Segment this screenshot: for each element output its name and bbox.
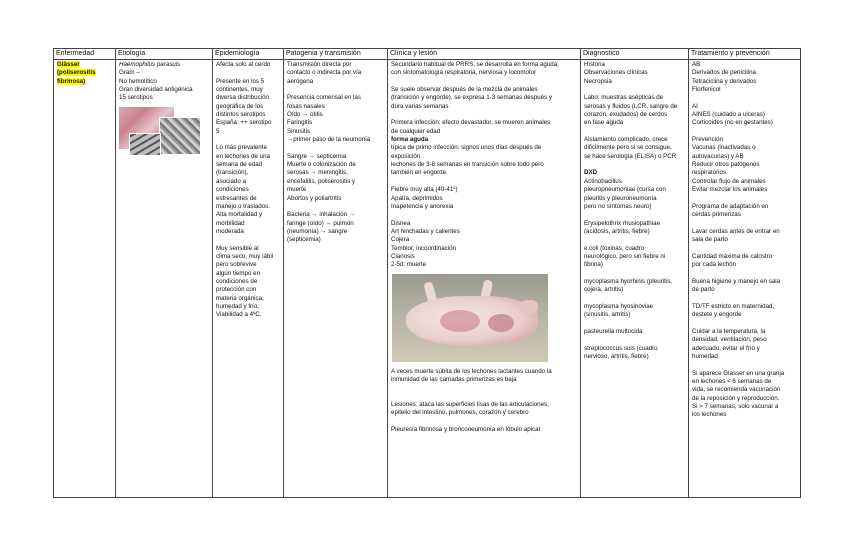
disease-name: Glässer (poliserositis fibrinosa) [57, 61, 96, 85]
header-patogenia: Patogenia y transmisión [284, 49, 388, 60]
table-row [54, 60, 801, 498]
header-enfermedad: Enfermedad [54, 49, 116, 60]
dxd-title: DXD [584, 169, 598, 177]
header-diagnostico: Diagnostico [581, 49, 689, 60]
electron-micrograph-photo [159, 117, 201, 155]
header-etiologia: Etiología [116, 49, 213, 60]
epidemiologia-text: Afecta solo al cerdo Presente en los 5 continentes, muy diversa distribución geográfica de los distintos serotipos España: ++ serotipo 5 Lo más prevalente en lechones de una semana de edad (transición), asociado a condiciones estresantes de manejo o traslados. Alta mortalidad y morbilidad moderada Muy sensible al clima seco, muy lábil pero sobrevive algún tiempo en condiciones de protección con materia orgánica, humedad y frío. Viabilidad a 4ºC. [216, 61, 274, 319]
clinica-text-3: A veces muerte súbita de los lechones lactantes cuando la inmunidad de las camadas primerizas es baja Lesiones: ataca las superficies lisas de las articulaciones, epitelio del intestino, pulmones, corazón y cerebro Pleuresía fibrinosa y bronconeumonía en lóbulo apical [391, 367, 552, 433]
cell-epidemiologia [213, 60, 284, 498]
diagnostico-text-2: Actinobacillus pleuropneumoniae (cursa con pleuritis y pleuroneumonía pero no síntomas neuro) Erysipelothrix rhusiopathiae (acidosis, artritis, fiebre) e.coli (toxinas, cuadro neurológico, pero sin fiebre ni fibrina) mycoplasma hyorhinis (pleuritis, cojera, artritis) mycoplasma hyosinoviae (sinusitis, artritis) pasteurella multocida streptococcus suis (cuadro nervioso, artritis, fiebre) [584, 177, 673, 361]
cell-patogenia [284, 60, 388, 498]
header-tratamiento: Tratamiento y prevención [689, 49, 801, 60]
clinica-text-1: Secundario habitual de PRRS, se desarrolla en forma aguda, con sintomatología respiratoria, nerviosa y locomotor Se suele observar después de la mezcla de animales (transición y engorde), se expresa 1-3 semanas después y dura varias semanas Primera infección: efecto devastador, se mueren animales de cualquier edad [391, 61, 559, 135]
sick-piglet-photo [392, 274, 548, 362]
disease-table [53, 48, 801, 498]
cell-enfermedad [54, 60, 116, 498]
cell-diagnostico [581, 60, 689, 498]
acute-form-title: forma aguda [391, 136, 429, 144]
cell-etiologia [116, 60, 213, 498]
bacteria-micrograph-image [119, 107, 201, 155]
clinica-text-2: típica de primo infección: signos unos días después de exposición lechones de 3-8 semanas en transición sobre todo pero también en engorde. Fiebre muy alta (40-41º) Apatía, deprimidos Inapetencia y anorexia Disnea Art hinchadas y calientes Cojera Temblor, incoordinación Cianosis 2-5d: muerte [391, 144, 544, 269]
tratamiento-text: AB Derivados de penicilina Tetraciclina y derivados Florfenicol AI AINES (cuidado a ulceras) Corticoides (no en gestantes) Prevención Vacunas (inactivadas o autovacunas) y AB Reducir otros patógenos respiratorios Controlar flujo de animales Evitar mezclar los animales Programa de adaptación en cerdas primerizas Lavar cerdas antes de entrar en sala de parto Cantidad máxima de calostro por cada lechón Buena higiene y manejo en sala de parto TD/TF estricto en maternidad, destete y engorde Cuidar a la temperatura, la densidad, ventilación, peso adecuado, evitar el frío y humedad Si aparece Glasser en una granja en lechones < 6 semanas de vida, se recomienda vacunación de la reposición y reproducción. Si > 7 semanas, solo vacunar a los lechones [692, 61, 785, 419]
diagnostico-text-1: Historia Observaciones clínicas Necropsia Labo: muestras asépticas de serosas y fluidos (LCR, sangre de corazón, exudados) de cerdos en fase aguda Aislamiento complicado, crece dificilmente pero si se consigue, se hace serología (ELISA) o PCR [584, 61, 678, 160]
bacteria-closeup-photo [129, 133, 161, 156]
header-row [54, 49, 801, 60]
cell-clinica [388, 60, 581, 498]
patogenia-text: Transmisión directa por contacto o indirecta por vía aerógena Presencia comensal en las fosas nasales Oído → otitis Faringitis Sinusitis →primer paso de la neumonía Sangre → septicemia Muerte o colonización de serosas → meningitis, encefalitis, poliserositis y muerte Abortos y poliartritis Bacteria → inhalación → faringe (oído) → pulmón (neumonía) → sangre (septicemia) [287, 61, 371, 244]
etiologia-text: Gram – No hemolítico Gran diversidad antigénica 15 serotipos [119, 69, 193, 102]
cell-tratamiento [689, 60, 801, 498]
agent-name: Haemophilus parasuis [119, 61, 181, 68]
header-clinica: Clínica y lesión [388, 49, 581, 60]
header-epidemiologia: Epidemiología [213, 49, 284, 60]
